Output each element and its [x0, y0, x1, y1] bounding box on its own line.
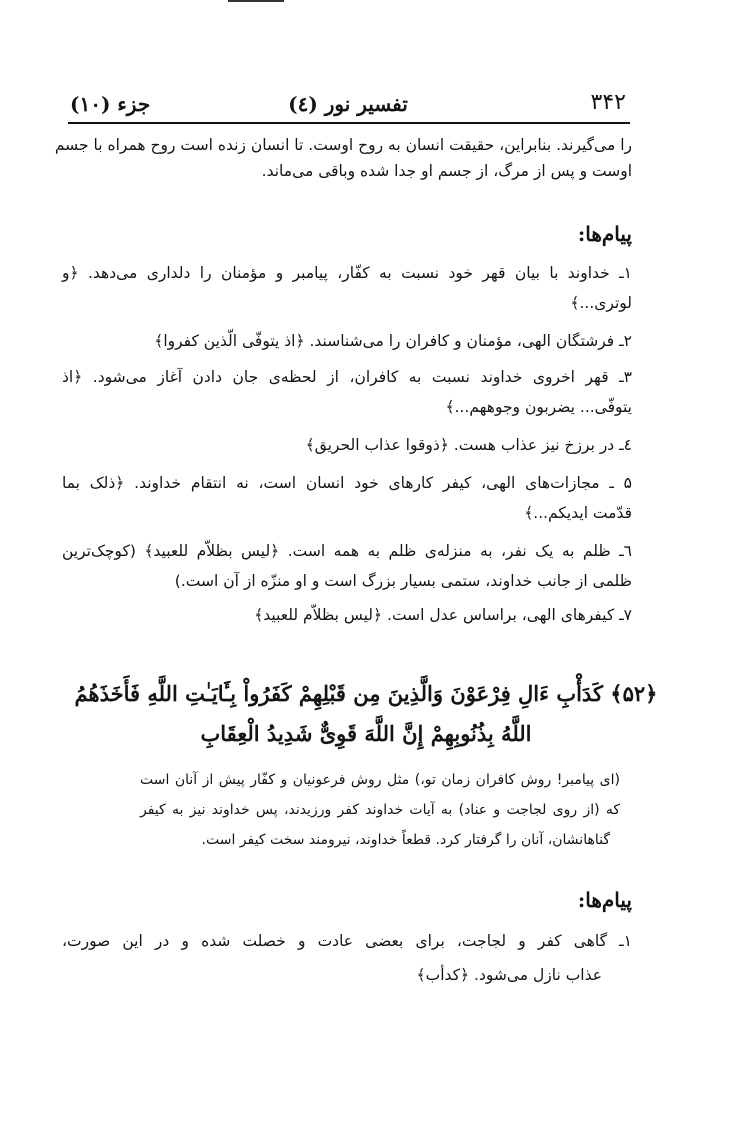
page-number: ۳۴۲ — [590, 90, 626, 115]
translation-line: گناهانشان، آنان را گرفتار کرد. قطعاً خداوند، نیرومند سخت کیفر است. — [201, 832, 610, 848]
message-line: ٦ـ ظلم به یک نفر، به منزله‌ی ظلم به همه است. ﴿لیس بظلاّم للعبید﴾ (کوچک‌ترین — [62, 542, 632, 560]
message-item — [62, 430, 632, 460]
message-line: عذاب نازل می‌شود. ﴿کدأب﴾ — [416, 966, 602, 984]
message-item — [62, 600, 632, 630]
message-line: ٤ـ در برزخ نیز عذاب هست. ﴿ذوقوا عذاب الحریق﴾ — [305, 436, 632, 454]
book-title: تفسیر نور (٤) — [288, 92, 408, 116]
messages-heading: پیام‌ها: — [577, 222, 632, 246]
header-rule — [68, 122, 630, 124]
verse-line: ﴿۵۲﴾ كَدَأْبِ ءَالِ فِرْعَوْنَ وَالَّذِينَ مِن قَبْلِهِمْ كَفَرُواْ بِـَٔايَـٰتِ اللَّهِ فَأَخَذَهُمُ — [74, 681, 658, 706]
message-line: ۲ـ فرشتگان الهی، مؤمنان و کافران را می‌شناسند. ﴿اذ یتوفّی الّذین کفروا﴾ — [154, 332, 632, 350]
verse-translation — [140, 765, 620, 855]
message-item — [62, 362, 632, 422]
part-label: جزء (١٠) — [70, 92, 151, 116]
message-line: یتوفّی... یضربون وجوههم...﴾ — [445, 398, 632, 416]
message-item — [62, 468, 632, 528]
message-line: لوتری...﴾ — [570, 294, 632, 312]
message-item — [62, 536, 632, 596]
messages-heading: پیام‌ها: — [577, 888, 632, 912]
translation-line: (ای پیامبر! روش کافران زمان تو،) مثل روش فرعونیان و کفّار پیش از آنان است — [140, 772, 620, 788]
translation-line: که (از روی لجاجت و عناد) به آیات خداوند کفر ورزیدند، پس خداوند نیز به کیفر — [140, 802, 620, 818]
messages-list — [62, 924, 632, 992]
message-item — [62, 924, 632, 992]
message-line: ۱ـ خداوند با بیان قهر خود نسبت به کفّار، پیامبر و مؤمنان را دلداری می‌دهد. ﴿و — [62, 264, 632, 282]
messages-list — [62, 258, 632, 630]
message-line: ۳ـ قهر اخروی خداوند نسبت به کافران، از لحظه‌ی جان دادن آغاز می‌شود. ﴿اذ — [62, 368, 632, 386]
intro-paragraph — [54, 132, 632, 184]
message-line: قدّمت ایدیکم...﴾ — [524, 504, 632, 522]
message-item — [62, 326, 632, 356]
message-line: ظلمی از جانب خداوند، ستمی بسیار بزرگ است و او منزّه از آن است.) — [174, 572, 632, 590]
message-line: ۱ـ گاهی کفر و لجاجت، برای بعضی عادت و خصلت شده و در این صورت، — [62, 932, 632, 950]
intro-line: اوست و پس از مرگ، از جسم او جدا شده وباقی می‌ماند. — [261, 162, 632, 180]
message-item — [62, 258, 632, 318]
message-line: ۵ ـ مجازات‌های الهی، کیفر کارهای خود انسان است، نه انتقام خداوند. ﴿ذلک بما — [62, 474, 632, 492]
top-edge-mark — [228, 0, 284, 2]
verse-line: اللَّهُ بِذُنُوبِهِمْ إِنَّ اللَّهَ قَوِىٌّ شَدِيدُ الْعِقَابِ — [200, 721, 532, 746]
running-header — [68, 86, 628, 122]
quran-verse — [60, 674, 672, 754]
intro-line: را می‌گیرند. بنابراین، حقیقت انسان به روح اوست. تا انسان زنده است روح همراه با جسم — [54, 136, 632, 154]
message-line: ۷ـ کیفرهای الهی، براساس عدل است. ﴿لیس بظلاّم للعبید﴾ — [254, 606, 632, 624]
